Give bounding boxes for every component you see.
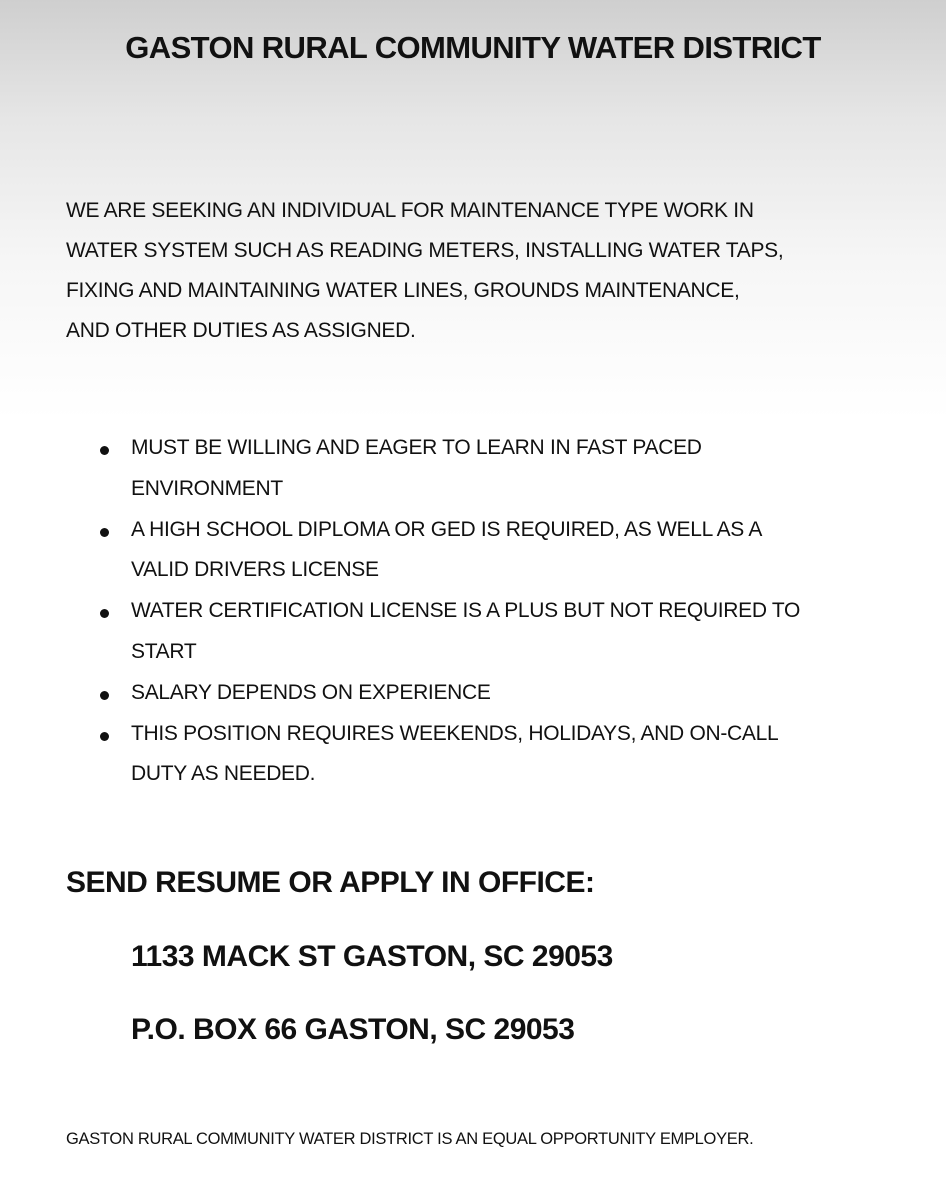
list-item-line: MUST BE WILLING AND EAGER TO LEARN IN FAST PACED (131, 436, 702, 459)
bullet-icon (100, 528, 109, 537)
bullet-icon (100, 446, 109, 455)
list-item-line: VALID DRIVERS LICENSE (131, 558, 379, 581)
intro-line: FIXING AND MAINTAINING WATER LINES, GROUNDS MAINTENANCE, (66, 279, 740, 302)
page-title: GASTON RURAL COMMUNITY WATER DISTRICT (125, 30, 821, 65)
list-item-line: THIS POSITION REQUIRES WEEKENDS, HOLIDAYS, AND ON-CALL (131, 722, 779, 745)
intro-line: AND OTHER DUTIES AS ASSIGNED. (66, 319, 416, 342)
equal-opportunity-footer: GASTON RURAL COMMUNITY WATER DISTRICT IS AN EQUAL OPPORTUNITY EMPLOYER. (66, 1130, 754, 1148)
list-item-line: DUTY AS NEEDED. (131, 762, 316, 785)
list-item-line: SALARY DEPENDS ON EXPERIENCE (131, 681, 491, 704)
list-item-line: ENVIRONMENT (131, 477, 283, 500)
intro-line: WE ARE SEEKING AN INDIVIDUAL FOR MAINTENANCE TYPE WORK IN (66, 199, 754, 222)
bullet-icon (100, 609, 109, 618)
list-item-line: A HIGH SCHOOL DIPLOMA OR GED IS REQUIRED, AS WELL AS A (131, 518, 763, 541)
list-item-line: WATER CERTIFICATION LICENSE IS A PLUS BUT NOT REQUIRED TO (131, 599, 801, 622)
street-address: 1133 MACK ST GASTON, SC 29053 (131, 940, 613, 973)
po-box-address: P.O. BOX 66 GASTON, SC 29053 (131, 1013, 575, 1046)
list-item-line: START (131, 640, 197, 663)
bullet-icon (100, 691, 109, 700)
apply-heading: SEND RESUME OR APPLY IN OFFICE: (66, 866, 595, 899)
intro-line: WATER SYSTEM SUCH AS READING METERS, INSTALLING WATER TAPS, (66, 239, 784, 262)
bullet-icon (100, 732, 109, 741)
